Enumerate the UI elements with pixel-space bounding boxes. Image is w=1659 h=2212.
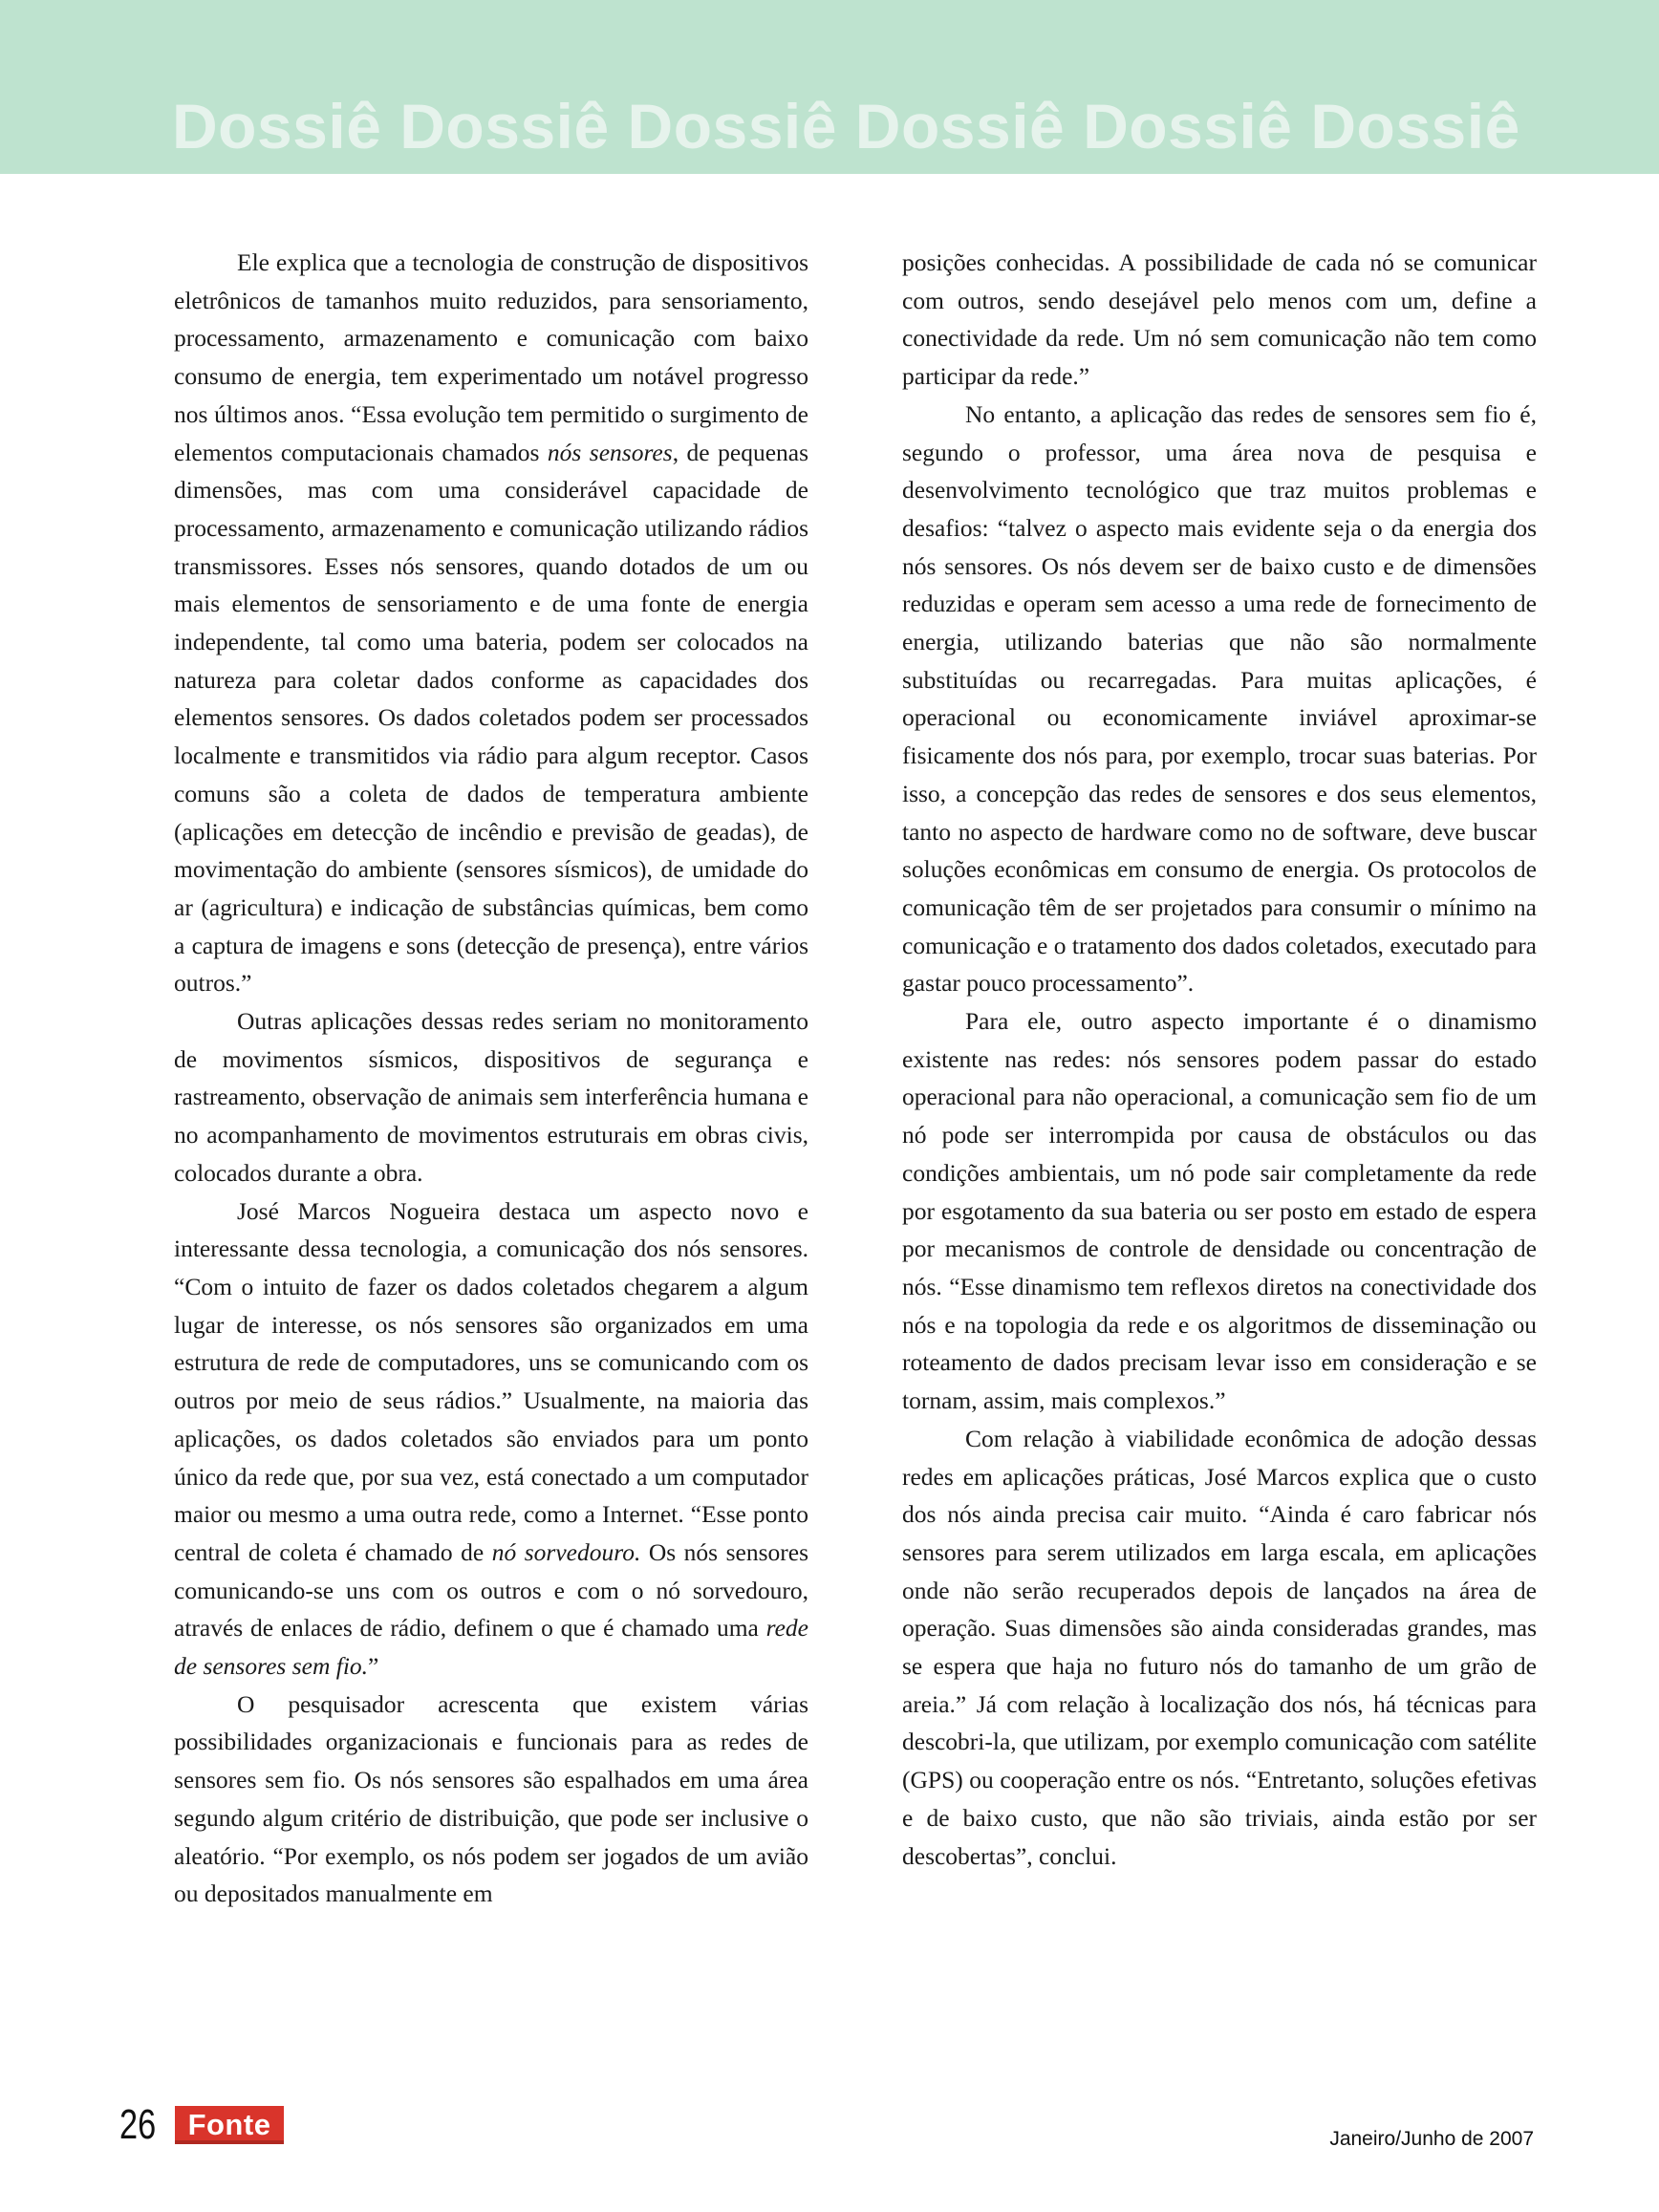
paragraph: Com relação à viabilidade econômica de adoção dessas redes em aplicações práticas, José Marcos explica que o custo dos nós ainda precisa cair muito. “Ainda é caro fabricar nós sensores para serem utilizados em larga escala, em aplicações onde não serão recuperados depois de lançados na área de operação. Suas dimensões são ainda consideradas grandes, mas se espera que haja no futuro nós do tamanho de um grão de areia.” Já com relação à localização dos nós, há técnicas para descobri-la, que utilizam, por exemplo comunicação com satélite (GPS) ou cooperação entre os nós. “Entretanto, soluções efetivas e de baixo custo, que não são triviais, ainda estão por ser descobertas”, conclui. — [902, 1424, 1537, 1870]
paragraph: Outras aplicações dessas redes seriam no monitoramento de movimentos sísmicos, dispositivos de segurança e rastreamento, observação de animais sem interferência humana e no acompanhamento de movimentos estruturais em obras civis, colocados durante a obra. — [174, 1007, 808, 1187]
article-column-right — [902, 244, 1537, 1875]
fonte-logo: Fonte — [175, 2106, 284, 2144]
paragraph: posições conhecidas. A possibilidade de cada nó se comunicar com outros, sendo desejável pelo menos com um, define a conectividade da rede. Um nó sem comunicação não tem como participar da rede.” — [902, 248, 1537, 391]
issue-date: Janeiro/Junho de 2007 — [1329, 2128, 1534, 2150]
paragraph: O pesquisador acrescenta que existem várias possibilidades organizacionais e funcionais para as redes de sensores sem fio. Os nós sensores são espalhados em uma área segundo algum critério de distribuição, que pode ser inclusive o aleatório. “Por exemplo, os nós podem ser jogados de um avião ou depositados manualmente em — [174, 1689, 808, 1908]
paragraph: Ele explica que a tecnologia de construção de dispositivos eletrônicos de tamanhos muito reduzidos, para sensoriamento, processamento, armazenamento e comunicação com baixo consumo de energia, tem experimentado um notável progresso nos últimos anos. “Essa evolução tem permitido o surgimento de elementos computacionais chamados nós sensores, de pequenas dimensões, mas com uma considerável capacidade de processamento, armazenamento e comunicação utilizando rádios transmissores. Esses nós sensores, quando dotados de um ou mais elementos de sensoriamento e de uma fonte de energia independente, tal como uma bateria, podem ser colocados na natureza para coletar dados conforme as capacidades dos elementos sensores. Os dados coletados podem ser processados localmente e transmitidos via rádio para algum receptor. Casos comuns são a coleta de dados de temperatura ambiente (aplicações em detecção de incêndio e previsão de geadas), de movimentação do ambiente (sensores sísmicos), de umidade do ar (agricultura) e indicação de substâncias químicas, bem como a captura de imagens e sons (detecção de presença), entre vários outros.” — [174, 248, 808, 998]
italic-term: nós sensores — [547, 438, 673, 466]
header-band — [0, 0, 1659, 174]
section-title: Dossiê Dossiê Dossiê Dossiê Dossiê Dossiê — [172, 91, 1520, 161]
paragraph: No entanto, a aplicação das redes de sensores sem fio é, segundo o professor, uma área nova de pesquisa e desenvolvimento tecnológico que traz muitos problemas e desafios: “talvez o aspecto mais evidente seja o da energia dos nós sensores. Os nós devem ser de baixo custo e de dimensões reduzidas e operam sem acesso a uma rede de fornecimento de energia, utilizando baterias que não são normalmente substituídas ou recarregadas. Para muitas aplicações, é operacional ou economicamente inviável aproximar-se fisicamente dos nós para, por exemplo, trocar suas baterias. Por isso, a concepção das redes de sensores e dos seus elementos, tanto no aspecto de hardware como no de software, deve buscar soluções econômicas em consumo de energia. Os protocolos de comunicação têm de ser projetados para consumir o mínimo na comunicação e o tratamento dos dados coletados, executado para gastar pouco processamento”. — [902, 399, 1537, 998]
paragraph: José Marcos Nogueira destaca um aspecto novo e interessante dessa tecnologia, a comunicação dos nós sensores. “Com o intuito de fazer os dados coletados chegarem a algum lugar de interesse, os nós sensores são organizados em uma estrutura de rede de computadores, uns se comunicando com os outros por meio de seus rádios.” Usualmente, na maioria das aplicações, os dados coletados são enviados para um ponto único da rede que, por sua vez, está conectado a um computador maior ou mesmo a uma outra rede, como a Internet. “Esse ponto central de coleta é chamado de nó sorvedouro. Os nós sensores comunicando-se uns com os outros e com o nó sorvedouro, através de enlaces de rádio, definem o que é chamado uma rede de sensores sem fio.” — [174, 1196, 808, 1681]
italic-term: nó sorvedouro. — [491, 1537, 641, 1566]
italic-term: rede de sensores sem fio. — [174, 1614, 808, 1681]
article-column-left — [174, 244, 808, 1913]
page-number: 26 — [119, 2101, 157, 2148]
paragraph: Para ele, outro aspecto importante é o dinamismo existente nas redes: nós sensores podem passar do estado operacional para não operacional, a comunicação sem fio de um nó pode ser interrompida por causa de obstáculos ou das condições ambientais, um nó pode sair completamente da rede por esgotamento da sua bateria ou ser posto em estado de espera por mecanismos de controle de densidade ou concentração de nós. “Esse dinamismo tem reflexos diretos na conectividade dos nós e na topologia da rede e os algoritmos de disseminação ou roteamento de dados precisam levar isso em consideração e se tornam, assim, mais complexos.” — [902, 1007, 1537, 1415]
